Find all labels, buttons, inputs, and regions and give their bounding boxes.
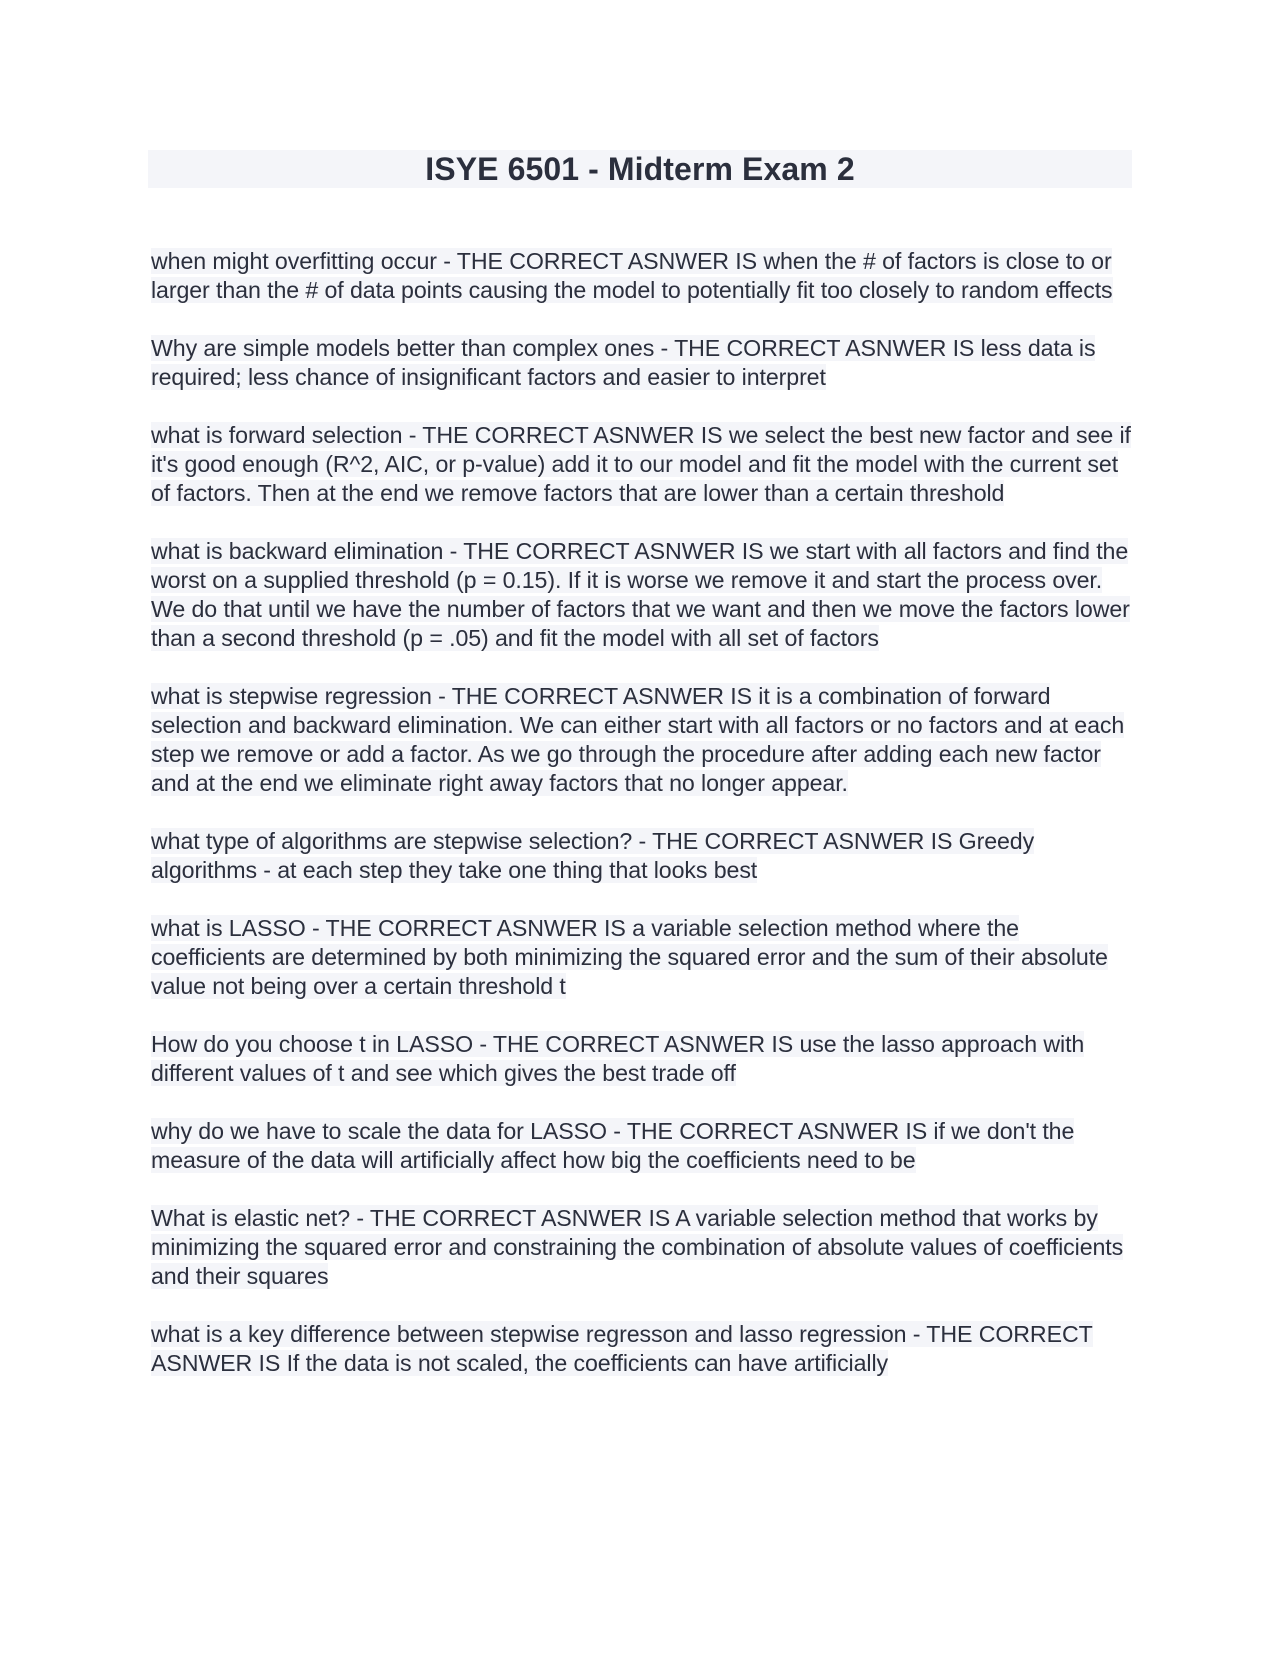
qa-entry <box>151 537 1135 653</box>
qa-entry <box>151 1117 1135 1175</box>
qa-entry-text: what is LASSO - THE CORRECT ASNWER IS a variable selection method where the coefficients are determined by both minimizing the squared error and the sum of their absolute value not being over a certain threshold t <box>151 915 1108 999</box>
qa-entry <box>151 1204 1135 1291</box>
qa-entry-text: when might overfitting occur - THE CORRECT ASNWER IS when the # of factors is close to or larger than the # of data points causing the model to potentially fit too closely to random effects <box>151 248 1113 303</box>
qa-entry <box>151 421 1135 508</box>
title-banner <box>148 150 1132 188</box>
qa-entry-text: why do we have to scale the data for LASSO - THE CORRECT ASNWER IS if we don't the measure of the data will artificially affect how big the coefficients need to be <box>151 1118 1075 1173</box>
qa-entry-text: what is a key difference between stepwise regresson and lasso regression - THE CORRECT ASNWER IS If the data is not scaled, the coefficients can have artificially <box>151 1321 1093 1376</box>
qa-entry <box>151 1320 1135 1378</box>
qa-entry-text: what is forward selection - THE CORRECT ASNWER IS we select the best new factor and see if it's good enough (R^2, AIC, or p-value) add it to our model and fit the model with the current set of factors. Then at the end we remove factors that are lower than a certain threshold <box>151 422 1131 506</box>
qa-entry <box>151 1030 1135 1088</box>
document-title: ISYE 6501 - Midterm Exam 2 <box>425 151 855 187</box>
qa-entry <box>151 827 1135 885</box>
qa-entry-text: How do you choose t in LASSO - THE CORRECT ASNWER IS use the lasso approach with different values of t and see which gives the best trade off <box>151 1031 1085 1086</box>
qa-entry-text: what is stepwise regression - THE CORRECT ASNWER IS it is a combination of forward selection and backward elimination. We can either start with all factors or no factors and at each step we remove or add a factor. As we go through the procedure after adding each new factor and at the end we eliminate right away factors that no longer appear. <box>151 683 1125 796</box>
qa-entry-text: what type of algorithms are stepwise selection? - THE CORRECT ASNWER IS Greedy algorithms - at each step they take one thing that looks best <box>151 828 1035 883</box>
qa-entry <box>151 334 1135 392</box>
qa-entry <box>151 247 1135 305</box>
qa-entry <box>151 682 1135 798</box>
qa-entry-text: what is backward elimination - THE CORRECT ASNWER IS we start with all factors and find the worst on a supplied threshold (p = 0.15). If it is worse we remove it and start the process over. We do that until we have the number of factors that we want and then we move the factors lower than a second threshold (p = .05) and fit the model with all set of factors <box>151 538 1130 651</box>
qa-entry-text: Why are simple models better than complex ones - THE CORRECT ASNWER IS less data is required; less chance of insignificant factors and easier to interpret <box>151 335 1096 390</box>
qa-entry-text: What is elastic net? - THE CORRECT ASNWER IS A variable selection method that works by minimizing the squared error and constraining the combination of absolute values of coefficients and their squares <box>151 1205 1124 1289</box>
qa-list <box>151 247 1135 1407</box>
qa-entry <box>151 914 1135 1001</box>
